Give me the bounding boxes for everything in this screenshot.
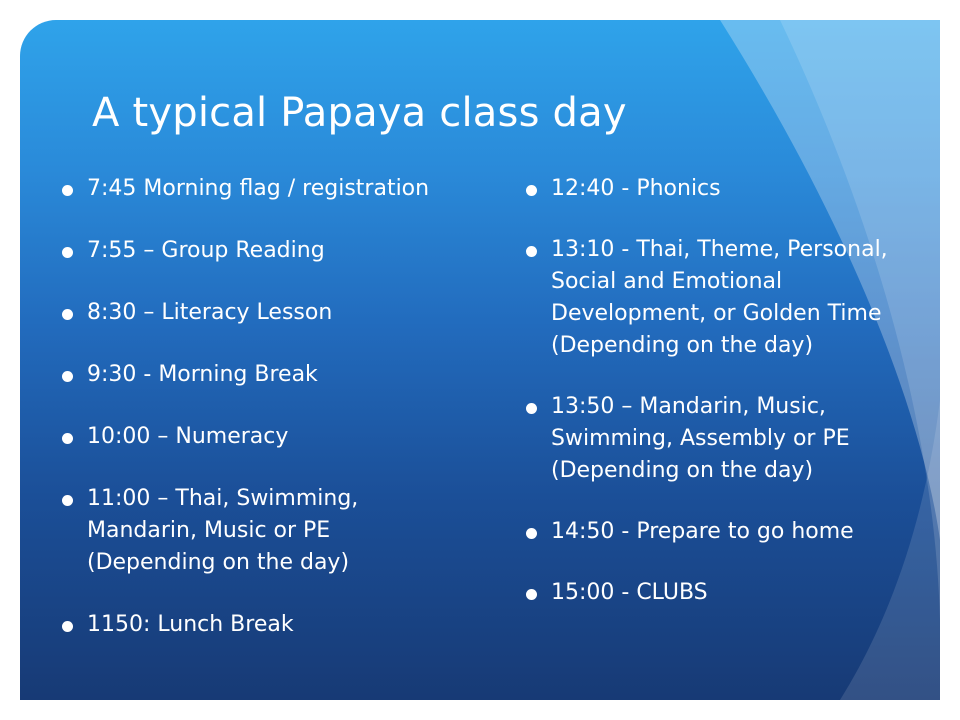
list-item-text: 15:00 - CLUBS [551, 580, 708, 605]
list-item [522, 391, 940, 487]
list-item-text: 7:45 Morning flag / registration [87, 176, 430, 201]
bullet-icon [62, 247, 73, 258]
list-item [522, 173, 940, 205]
left-schedule-list [58, 173, 508, 671]
bullet-icon [62, 309, 73, 320]
list-item [58, 173, 508, 205]
bullet-icon [62, 371, 73, 382]
list-item [58, 359, 508, 391]
list-item-text: 11:00 – Thai, Swimming, Mandarin, Music or PE (Depending on the day) [87, 486, 359, 575]
list-item-text: 1150: Lunch Break [87, 612, 294, 637]
list-item [58, 297, 508, 329]
list-item-text: 8:30 – Literacy Lesson [87, 300, 333, 325]
list-item [58, 421, 508, 453]
bullet-icon [62, 621, 73, 632]
slide-title: A typical Papaya class day [92, 90, 627, 136]
list-item-text: 10:00 – Numeracy [87, 424, 289, 449]
bullet-icon [62, 185, 73, 196]
list-item-text: 13:10 - Thai, Theme, Personal, Social and Emotional Development, or Golden Time (Depending on the day) [551, 237, 888, 358]
bullet-icon [62, 495, 73, 506]
right-schedule-list [522, 173, 940, 638]
list-item [58, 609, 508, 641]
list-item [522, 516, 940, 548]
list-item-text: 12:40 - Phonics [551, 176, 721, 201]
list-item-text: 14:50 - Prepare to go home [551, 519, 854, 544]
bullet-icon [526, 528, 537, 539]
bullet-icon [526, 185, 537, 196]
list-item [58, 235, 508, 267]
list-item [522, 234, 940, 362]
bullet-icon [526, 589, 537, 600]
list-item [58, 483, 508, 579]
bullet-icon [526, 246, 537, 257]
list-item-text: 13:50 – Mandarin, Music, Swimming, Assembly or PE (Depending on the day) [551, 394, 850, 483]
list-item [522, 577, 940, 609]
list-item-text: 7:55 – Group Reading [87, 238, 325, 263]
slide [20, 20, 940, 700]
bullet-icon [526, 403, 537, 414]
bullet-icon [62, 433, 73, 444]
list-item-text: 9:30 - Morning Break [87, 362, 318, 387]
